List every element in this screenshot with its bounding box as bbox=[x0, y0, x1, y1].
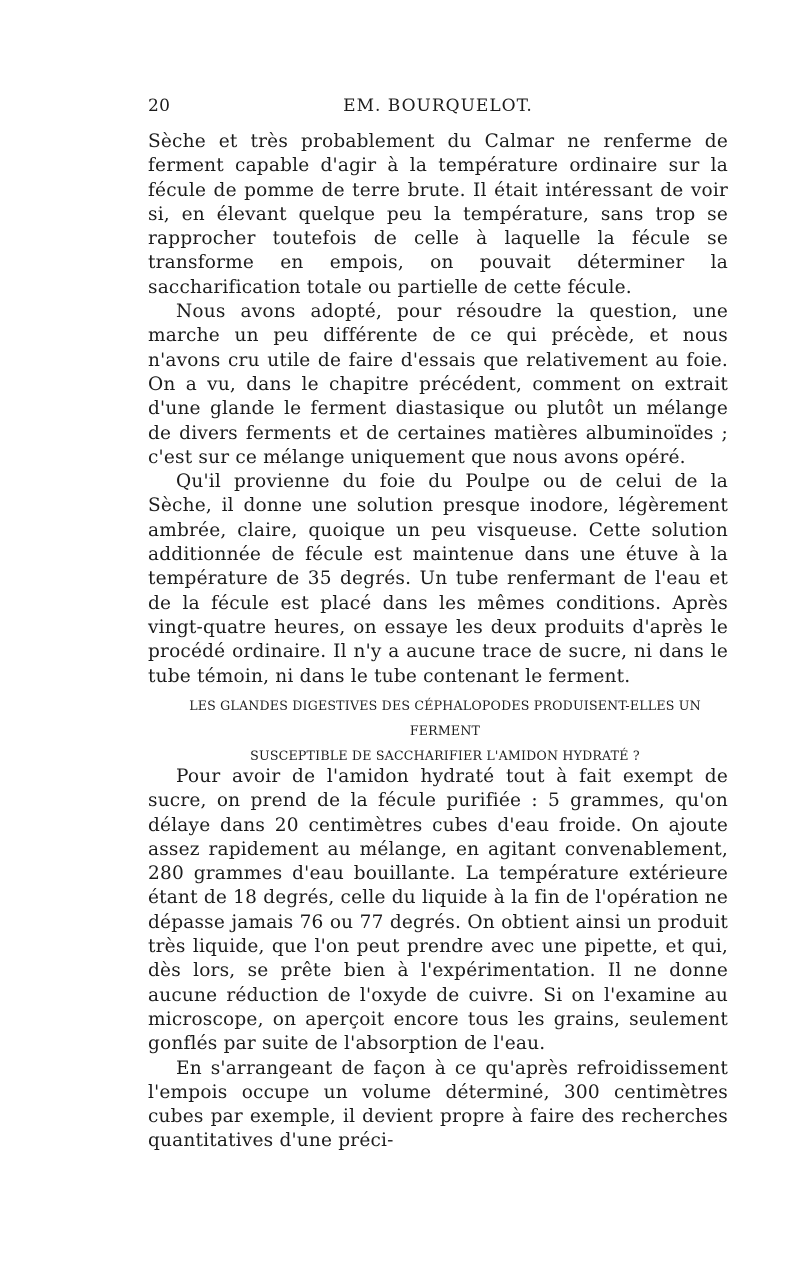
paragraph: Qu'il provienne du foie du Poulpe ou de celui de la Sèche, il donne une solution presque inodore, légèrement ambrée, claire, quoique un peu visqueuse. Cette solution additionnée de fécule est maintenue dans une étuve à la température de 35 degrés. Un tube renfermant de l'eau et de la fécule est placé dans les mêmes conditions. Après vingt-quatre heures, on essaye les deux produits d'après le procédé ordinaire. Il n'y a aucune trace de sucre, ni dans le tube témoin, ni dans le tube contenant le ferment. bbox=[148, 471, 728, 687]
section-heading-line-2: SUSCEPTIBLE DE SACCHARIFIER L'AMIDON HYDRATÉ ? bbox=[250, 748, 640, 763]
page-number: 20 bbox=[148, 96, 171, 116]
body-text-section-2 bbox=[148, 765, 728, 1154]
paragraph: Pour avoir de l'amidon hydraté tout à fait exempt de sucre, on prend de la fécule purifiée : 5 grammes, qu'on délaye dans 20 centimètres cubes d'eau froide. On ajoute assez rapidement au mélange, en agitant convenablement, 280 grammes d'eau bouillante. La température extérieure étant de 18 degrés, celle du liquide à la fin de l'opération ne dépasse jamais 76 ou 77 degrés. On obtient ainsi un produit très liquide, que l'on peut prendre avec une pipette, et qui, dès lors, se prête bien à l'expérimentation. Il ne donne aucune réduction de l'oxyde de cuivre. Si on l'examine au microscope, on aperçoit encore tous les grains, seulement gonflés par suite de l'absorption de l'eau. bbox=[148, 766, 728, 1055]
paragraph: En s'arrangeant de façon à ce qu'après refroidissement l'empois occupe un volume déterminé, 300 centimètres cubes par exemple, il devient propre à faire des recherches quantitatives d'une préci- bbox=[148, 1057, 728, 1152]
page-header bbox=[148, 96, 728, 126]
body-text-section-1 bbox=[148, 130, 728, 689]
paragraph: Sèche et très probablement du Calmar ne renferme de ferment capable d'agir à la température ordinaire sur la fécule de pomme de terre brute. Il était intéressant de voir si, en élevant quelque peu la température, sans trop se rapprocher toutefois de celle à laquelle la fécule se transforme en empois, on pouvait déterminer la saccharification totale ou partielle de cette fécule. bbox=[148, 131, 728, 298]
section-heading-line-1: LES GLANDES DIGESTIVES DES CÉPHALOPODES PRODUISENT-ELLES UN FERMENT bbox=[189, 698, 701, 738]
paragraph: Nous avons adopté, pour résoudre la question, une marche un peu différente de ce qui précède, et nous n'avons cru utile de faire d'essais que relativement au foie. On a vu, dans le chapitre précédent, comment on extrait d'une glande le ferment diastasique ou plutôt un mélange de divers ferments et de certaines matières albuminoïdes ; c'est sur ce mélange uniquement que nous avons opéré. bbox=[148, 301, 728, 468]
section-heading bbox=[160, 693, 730, 768]
running-head: EM. BOURQUELOT. bbox=[343, 96, 533, 116]
